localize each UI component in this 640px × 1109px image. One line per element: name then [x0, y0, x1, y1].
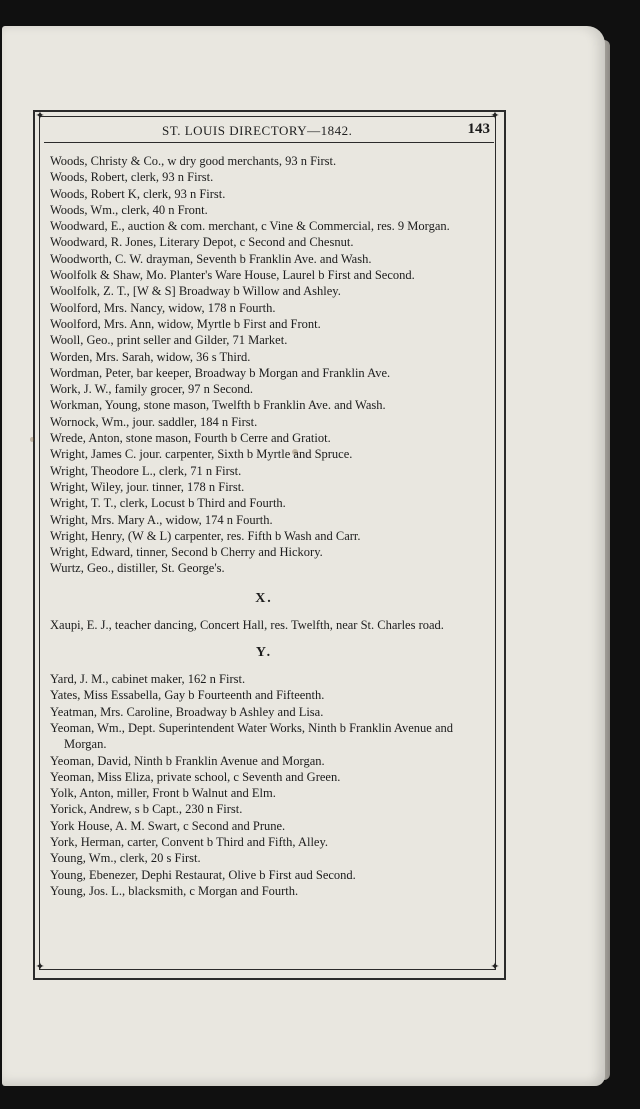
section-heading-y: Y.	[255, 645, 273, 661]
directory-entry: Worden, Mrs. Sarah, widow, 36 s Third.	[50, 349, 251, 364]
directory-entry: Yeoman, Miss Eliza, private school, c Seventh and Green.	[50, 769, 341, 784]
directory-entry: Young, Wm., clerk, 20 s First.	[50, 851, 201, 866]
directory-entry: Woodward, E., auction & com. merchant, c Vine & Commercial, res. 9 Morgan.	[50, 219, 450, 234]
directory-entry: Wright, Henry, (W & L) carpenter, res. Fifth b Wash and Carr.	[50, 528, 361, 543]
directory-entry: Woods, Robert, clerk, 93 n First.	[50, 170, 214, 185]
directory-entry: Yates, Miss Essabella, Gay b Fourteenth and Fifteenth.	[50, 688, 325, 703]
directory-entry: Wordman, Peter, bar keeper, Broadway b Morgan and Franklin Ave.	[50, 365, 391, 380]
directory-listing	[50, 153, 478, 899]
directory-entry: Woolfolk & Shaw, Mo. Planter's Ware House, Laurel b First and Second.	[50, 268, 415, 283]
directory-entry: Yorick, Andrew, s b Capt., 230 n First.	[50, 802, 243, 817]
ink-stain	[30, 437, 34, 442]
running-header	[44, 120, 494, 143]
directory-entry: Wright, Wiley, jour. tinner, 178 n First.	[50, 479, 245, 494]
section-heading-x: X.	[255, 590, 273, 606]
directory-entry: Work, J. W., family grocer, 97 n Second.	[50, 382, 253, 397]
directory-entry: Woodworth, C. W. drayman, Seventh b Franklin Ave. and Wash.	[50, 251, 372, 266]
directory-entry: Wrede, Anton, stone mason, Fourth b Cerre and Gratiot.	[50, 431, 331, 446]
directory-entry: Woolford, Mrs. Ann, widow, Myrtle b First and Front.	[50, 316, 321, 331]
directory-entry: Woodward, R. Jones, Literary Depot, c Second and Chesnut.	[50, 235, 354, 250]
directory-entry: York House, A. M. Swart, c Second and Prune.	[50, 818, 286, 833]
directory-entry: Xaupi, E. J., teacher dancing, Concert Hall, res. Twelfth, near St. Charles road.	[50, 617, 444, 632]
directory-entry: Yeatman, Mrs. Caroline, Broadway b Ashley and Lisa.	[50, 704, 324, 719]
directory-entry: Wurtz, Geo., distiller, St. George's.	[50, 561, 225, 576]
directory-entry: Yard, J. M., cabinet maker, 162 n First.	[50, 672, 246, 687]
directory-entry: Woods, Wm., clerk, 40 n Front.	[50, 202, 208, 217]
directory-entry: Wright, Mrs. Mary A., widow, 174 n Fourth.	[50, 512, 273, 527]
directory-entry: Woolford, Mrs. Nancy, widow, 178 n Fourth.	[50, 300, 276, 315]
corner-ornament: ✦	[490, 961, 500, 973]
directory-entry: Young, Ebenezer, Dephi Restaurat, Olive b First aud Second.	[50, 867, 356, 882]
directory-entry: Yolk, Anton, miller, Front b Walnut and Elm.	[50, 786, 276, 801]
directory-entry: Wright, Edward, tinner, Second b Cherry and Hickory.	[50, 545, 323, 560]
directory-entry: Wright, James C. jour. carpenter, Sixth b Myrtle and Spruce.	[50, 447, 353, 462]
directory-entry: Woods, Robert K, clerk, 93 n First.	[50, 186, 226, 201]
directory-entry: Woolfolk, Z. T., [W & S] Broadway b Willow and Ashley.	[50, 284, 341, 299]
page-number: 143	[467, 121, 490, 137]
directory-entry: Young, Jos. L., blacksmith, c Morgan and Fourth.	[50, 883, 299, 898]
corner-ornament: ✦	[490, 110, 500, 122]
directory-entry: Workman, Young, stone mason, Twelfth b Franklin Ave. and Wash.	[50, 398, 386, 413]
directory-entry: Wooll, Geo., print seller and Gilder, 71 Market.	[50, 333, 288, 348]
directory-entry: Wornock, Wm., jour. saddler, 184 n First.	[50, 414, 258, 429]
corner-ornament: ✦	[35, 110, 45, 122]
directory-entry: Woods, Christy & Co., w dry good merchants, 93 n First.	[50, 154, 337, 168]
directory-entry: Yeoman, Wm., Dept. Superintendent Water Works, Ninth b Franklin Avenue and Morgan.	[50, 720, 454, 752]
directory-entry: Yeoman, David, Ninth b Franklin Avenue and Morgan.	[50, 753, 325, 768]
directory-entry: Wright, T. T., clerk, Locust b Third and Fourth.	[50, 496, 286, 511]
corner-ornament: ✦	[35, 961, 45, 973]
header-title: ST. LOUIS DIRECTORY—1842.	[162, 123, 353, 138]
directory-entry: York, Herman, carter, Convent b Third and Fifth, Alley.	[50, 834, 329, 849]
directory-entry: Wright, Theodore L., clerk, 71 n First.	[50, 463, 242, 478]
